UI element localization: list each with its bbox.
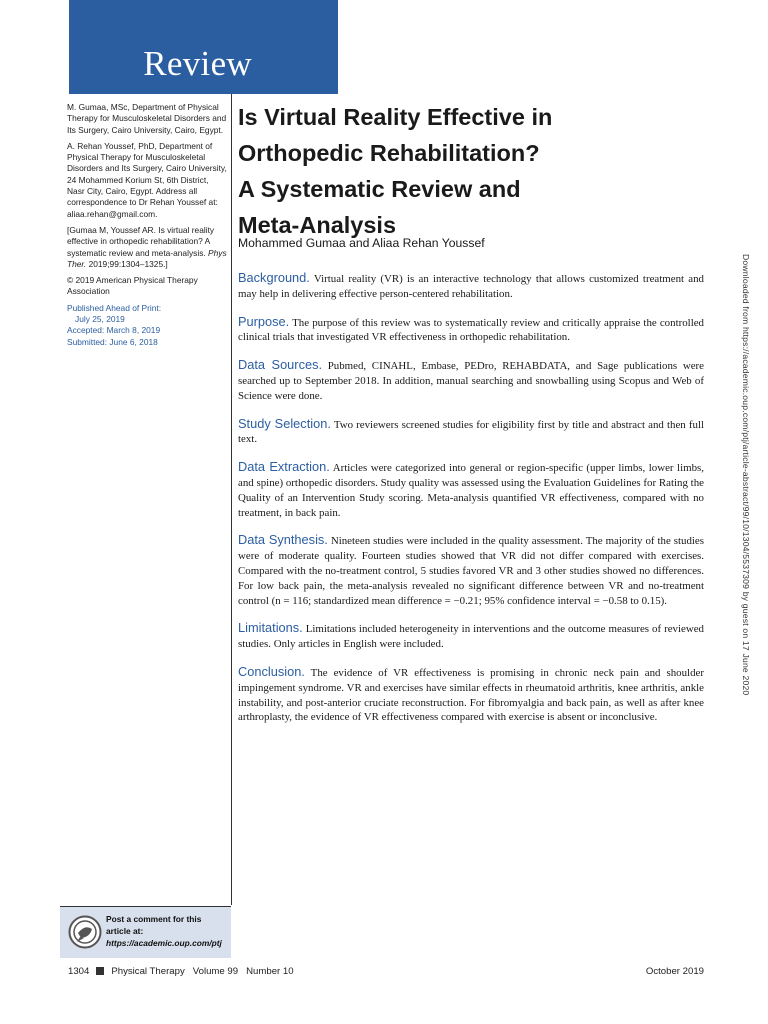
published-label: Published Ahead of Print: [67, 302, 162, 313]
abstract-text: Two reviewers screened studies for eligibility first by title and abstract and then full text. [238, 418, 704, 446]
abstract-text: Virtual reality (VR) is an interactive technology that allows customized treatment and may help in delivering effective person-centered rehabilitation. [238, 273, 704, 300]
affiliation-gumaa: M. Gumaa, MSc, Department of Physical Therapy for Musculoskeletal Disorders and Its Surgery, Cairo University, Cairo, Egypt. [67, 102, 227, 135]
accepted-date: Accepted: March 8, 2019 [67, 325, 161, 336]
abstract-data-sources [238, 358, 704, 403]
title-line: Is Virtual Reality Effective in [238, 104, 553, 130]
abstract-heading: Data Extraction. [238, 459, 330, 475]
submitted-date: Submitted: June 6, 2018 [67, 336, 158, 347]
article-title [238, 99, 678, 243]
abstract-data-extraction [238, 460, 704, 520]
comment-line-2: article at: [106, 926, 144, 936]
square-bullet-icon [96, 967, 104, 975]
abstract-heading: Data Sources. [238, 357, 323, 373]
abstract-heading: Limitations. [238, 620, 303, 636]
comment-line-1: Post a comment for this [106, 914, 202, 924]
title-line: A Systematic Review and [238, 176, 521, 202]
page-footer [68, 966, 704, 980]
footer-left [68, 966, 294, 977]
abstract-text: Limitations included heterogeneity in interventions and the outcome measures of reviewed studies. Only articles in English were included. [238, 623, 704, 651]
comment-url[interactable]: https://academic.oup.com/ptj [106, 938, 222, 948]
abstract-text: The evidence of VR effectiveness is promising in chronic neck pain and shoulder impingement syndrome. VR and exercises have similar effects in rheumatoid arthritis, knee arthritis, ankle instability, and post-anterior cruciate reconstruction. For fibromyalgia and back pain, as well as after knee arthroplasty, the evidence of VR effectiveness compared with exercise is absent or inconclusive. [238, 666, 704, 724]
page-number: 1304 [68, 966, 90, 977]
abstract-text: Articles were categorized into general or region-specific (upper limbs, lower limbs, and spine) orthopedic disorders. Study quality was assessed using the Evaluation Guidelines for Rating the Quality of an Intervention Study scoring. Meta-analysis quantified VR effectiveness, compared with no treatment, in back pain. [238, 462, 704, 519]
title-line: Meta-Analysis [238, 212, 397, 238]
issue-number: Number 10 [246, 966, 294, 977]
abstract-heading: Data Synthesis. [238, 532, 328, 548]
copyright: © 2019 American Physical Therapy Association [67, 275, 198, 297]
abstract-heading: Purpose. [238, 313, 290, 329]
abstract-background [238, 271, 704, 302]
column-divider [231, 94, 232, 905]
download-watermark: Downloaded from https://academic.oup.com/ptj/article-abstract/99/10/1304/5537309 by guest on 17 June 2020 [741, 254, 751, 696]
affiliation-youssef: A. Rehan Youssef, PhD, Department of Physical Therapy for Musculoskeletal Disorders and Its Surgery, Cairo University, 24 Mohammed Korium St, 6th District, Nasr City, Cairo, Egypt. Address all correspondence to Dr Rehan Youssef at: aliaa.rehan@gmail.com. [67, 140, 227, 219]
section-label: Review [143, 44, 252, 83]
volume: Volume 99 [192, 966, 239, 977]
journal-name: Physical Therapy [111, 966, 185, 977]
abstract-data-synthesis [238, 533, 704, 608]
citation-end: 2019;99:1304–1325.] [86, 258, 168, 269]
abstract-study-selection [238, 417, 704, 448]
title-line: Orthopedic Rehabilitation? [238, 140, 540, 166]
section-banner [69, 0, 338, 94]
abstract-text: Nineteen studies were included in the quality assessment. The majority of the studies were of moderate quality. Fourteen studies showed that VR did not differ compared with exercises. Compared with the no-treatment control, 5 studies favored VR and 3 other studies showed no differences. For low back pain, the meta-analysis revealed no significant difference between VR and no-treatment control (n = 116; standardized mean difference = −0.21; 95% confidence interval = −0.58 to 0.15). [238, 535, 704, 607]
citation-journal: Phys Ther. [67, 247, 227, 269]
issue-date: October 2019 [645, 966, 704, 977]
comment-text [106, 913, 230, 949]
abstract-heading: Background. [238, 270, 310, 285]
abstract-text: Pubmed, CINAHL, Embase, PEDro, REHABDATA, and Sage publications were searched up to September 2018. In addition, manual searching and snowballing using Scopus and Web of Science were done. [238, 360, 704, 402]
comment-box[interactable] [60, 906, 231, 958]
abstract-limitations [238, 621, 704, 652]
abstract [238, 271, 704, 738]
abstract-conclusion [238, 665, 704, 725]
authors: Mohammed Gumaa and Aliaa Rehan Youssef [238, 236, 485, 250]
abstract-text: The purpose of this review was to systematically review and critically appraise the controlled clinical trials that investigated VR effectiveness in orthopedic rehabilitation. [238, 316, 704, 344]
author-sidebar [67, 102, 227, 348]
citation-text: [Gumaa M, Youssef AR. Is virtual reality effective in orthopedic rehabilitation? A systematic review and meta-analysis. [67, 224, 215, 258]
abstract-heading: Conclusion. [238, 663, 305, 679]
abstract-heading: Study Selection. [238, 415, 331, 431]
abstract-purpose [238, 315, 704, 346]
comment-icon [68, 915, 102, 949]
published-date: July 25, 2019 [75, 314, 125, 325]
citation [67, 225, 227, 270]
publication-dates [67, 303, 227, 348]
